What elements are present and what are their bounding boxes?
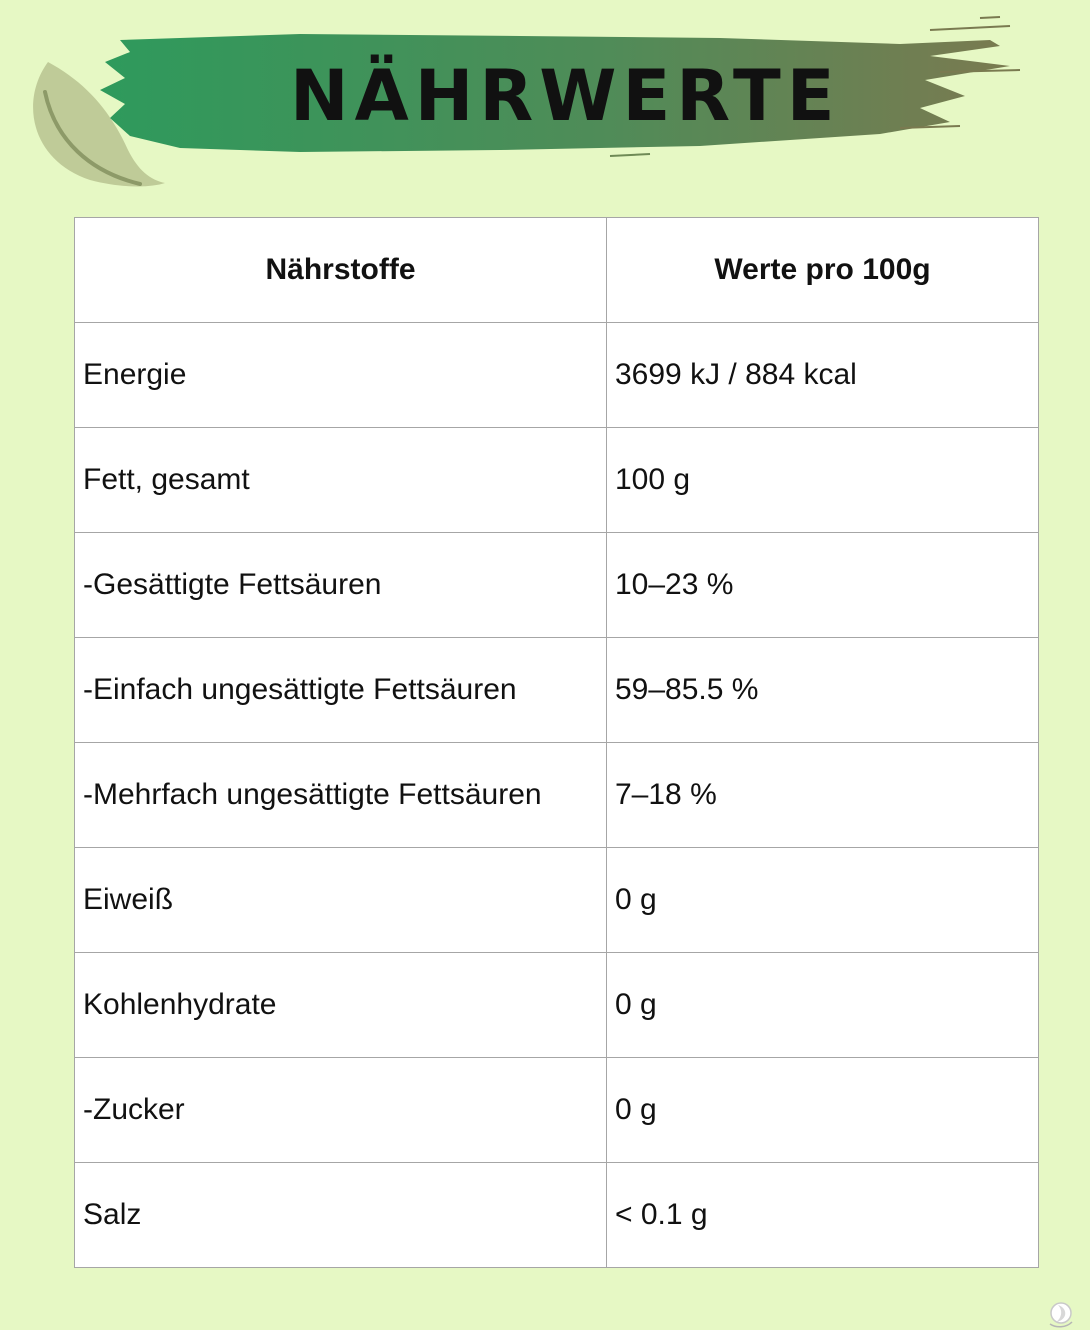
table-row: [75, 533, 1039, 638]
column-header-nutrient: Nährstoffe: [75, 218, 607, 323]
table-row: [75, 638, 1039, 743]
nutrient-cell: -Zucker: [75, 1058, 607, 1163]
nutrient-cell: -Mehrfach ungesättigte Fettsäuren: [75, 743, 607, 848]
value-cell: 0 g: [607, 1058, 1039, 1163]
value-cell: 0 g: [607, 953, 1039, 1058]
page-title: NÄHRWERTE: [290, 55, 841, 137]
nutrient-cell: Salz: [75, 1163, 607, 1268]
table-row: [75, 1058, 1039, 1163]
nutrient-cell: Eiweiß: [75, 848, 607, 953]
table-header-row: [75, 218, 1039, 323]
table-row: [75, 323, 1039, 428]
value-cell: 0 g: [607, 848, 1039, 953]
nutrient-cell: Energie: [75, 323, 607, 428]
nutrient-cell: -Gesättigte Fettsäuren: [75, 533, 607, 638]
value-cell: < 0.1 g: [607, 1163, 1039, 1268]
value-cell: 100 g: [607, 428, 1039, 533]
table-row: [75, 743, 1039, 848]
nutrient-cell: Kohlenhydrate: [75, 953, 607, 1058]
table-row: [75, 953, 1039, 1058]
value-cell: 59–85.5 %: [607, 638, 1039, 743]
nutrition-table: [74, 217, 1039, 1268]
table-row: [75, 1163, 1039, 1268]
nutrient-cell: -Einfach ungesättigte Fettsäuren: [75, 638, 607, 743]
table-row: [75, 848, 1039, 953]
moon-swirl-icon: [1046, 1300, 1076, 1330]
table-row: [75, 428, 1039, 533]
column-header-value: Werte pro 100g: [607, 218, 1039, 323]
value-cell: 7–18 %: [607, 743, 1039, 848]
value-cell: 3699 kJ / 884 kcal: [607, 323, 1039, 428]
value-cell: 10–23 %: [607, 533, 1039, 638]
nutrient-cell: Fett, gesamt: [75, 428, 607, 533]
